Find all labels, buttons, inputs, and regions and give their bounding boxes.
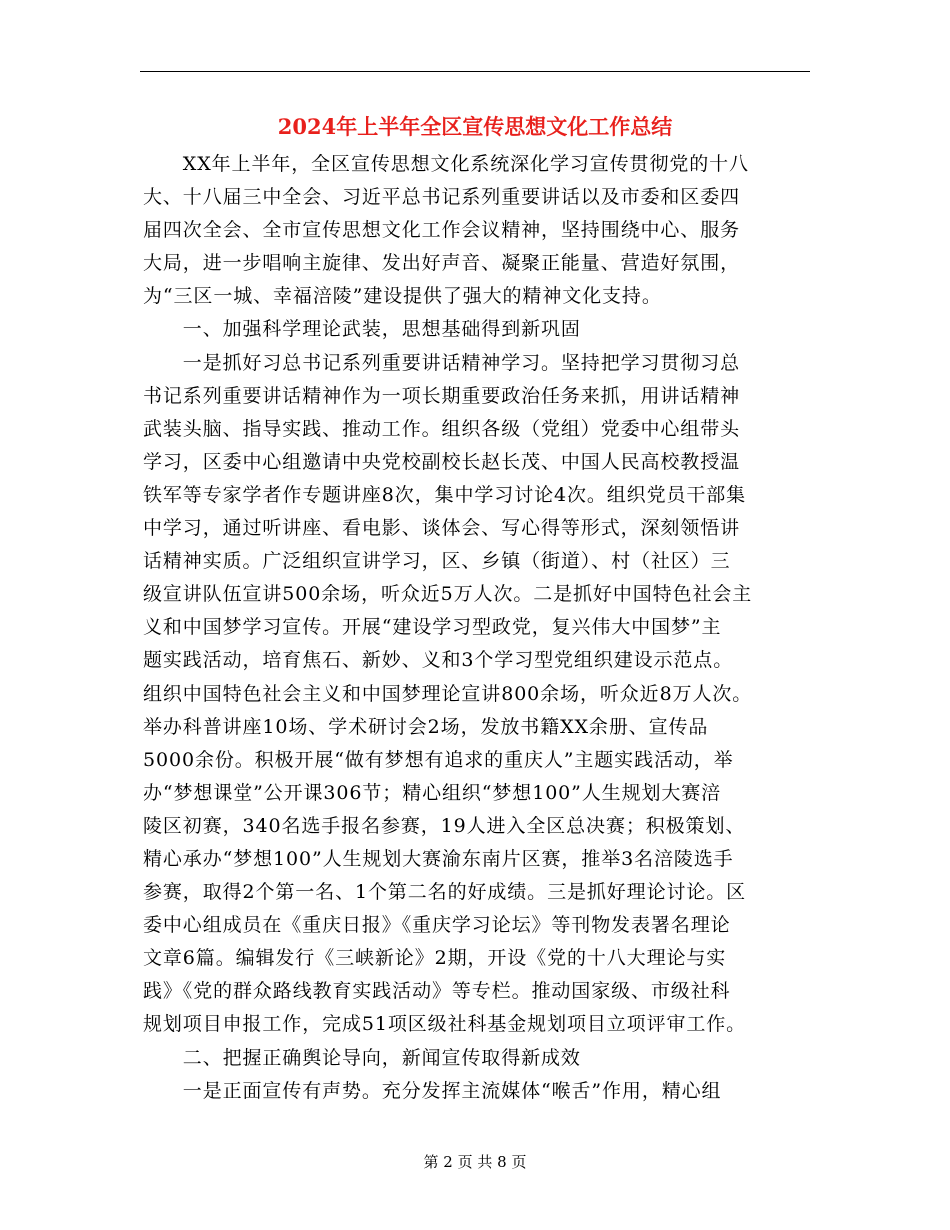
text-line: 5000余份。积极开展“做有梦想有追求的重庆人”主题实践活动，举 bbox=[143, 748, 734, 771]
text-line: 办“梦想课堂”公开课306节；精心组织“梦想100”人生规划大赛涪 bbox=[143, 781, 722, 804]
text-line: 举办科普讲座10场、学术研讨会2场，发放书籍XX余册、宣传品 bbox=[143, 715, 709, 738]
text-line: 一是抓好习总书记系列重要讲话精神学习。坚持把学习贯彻习总 bbox=[143, 351, 741, 374]
page-footer: 第 2 页 共 8 页 bbox=[423, 1153, 527, 1171]
text-line: 二、把握正确舆论导向，新闻宣传取得新成效 bbox=[143, 1046, 581, 1069]
text-line: 陵区初赛，340名选手报名参赛，19人进入全区总决赛；积极策划、 bbox=[143, 814, 746, 837]
text-line: 组织中国特色社会主义和中国梦理论宣讲800余场，听众近8万人次。 bbox=[143, 682, 753, 705]
text-line: 义和中国梦学习宣传。开展“建设学习型政党，复兴伟大中国梦”主 bbox=[143, 616, 722, 639]
text-line: XX年上半年，全区宣传思想文化系统深化学习宣传贯彻党的十八 bbox=[143, 153, 749, 175]
document-title: 2024年上半年全区宣传思想文化工作总结 bbox=[277, 114, 673, 139]
text-line: 为“三区一城、幸福涪陵”建设提供了强大的精神文化支持。 bbox=[143, 285, 662, 308]
text-line: 大局，进一步唱响主旋律、发出好声音、凝聚正能量、营造好氛围， bbox=[143, 252, 741, 275]
text-line: 践》《党的群众路线教育实践活动》等专栏。推动国家级、市级社科 bbox=[143, 980, 731, 1003]
document-body bbox=[143, 148, 813, 1108]
text-line: 书记系列重要讲话精神作为一项长期重要政治任务来抓，用讲话精神 bbox=[143, 384, 741, 407]
text-line: 委中心组成员在《重庆日报》《重庆学习论坛》等刊物发表署名理论 bbox=[143, 914, 731, 937]
text-line: 规划项目申报工作，完成51项区级社科基金规划项目立项评审工作。 bbox=[143, 1013, 747, 1036]
text-line: 一、加强科学理论武装，思想基础得到新巩固 bbox=[143, 318, 581, 341]
text-line: 武装头脑、指导实践、推动工作。组织各级（党组）党委中心组带头 bbox=[143, 417, 741, 440]
text-line: 文章6篇。编辑发行《三峡新论》2期，开设《党的十八大理论与实 bbox=[143, 947, 727, 970]
text-line: 一是正面宣传有声势。充分发挥主流媒体“喉舌”作用，精心组 bbox=[143, 1079, 722, 1102]
header-rule bbox=[140, 71, 810, 72]
text-line: 中学习，通过听讲座、看电影、谈体会、写心得等形式，深刻领悟讲 bbox=[143, 517, 741, 540]
text-line: 题实践活动，培育焦石、新妙、义和3个学习型党组织建设示范点。 bbox=[143, 649, 734, 672]
text-line: 级宣讲队伍宣讲500余场，听众近5万人次。二是抓好中国特色社会主 bbox=[143, 583, 753, 606]
text-line: 大、十八届三中全会、习近平总书记系列重要讲话以及市委和区委四 bbox=[143, 186, 741, 209]
text-line: 铁军等专家学者作专题讲座8次，集中学习讨论4次。组织党员干部集 bbox=[143, 483, 747, 506]
text-line: 精心承办“梦想100”人生规划大赛渝东南片区赛，推举3名涪陵选手 bbox=[143, 847, 734, 870]
text-line: 参赛，取得2个第一名、1个第二名的好成绩。三是抓好理论讨论。区 bbox=[143, 881, 747, 904]
text-line: 学习，区委中心组邀请中央党校副校长赵长茂、中国人民高校教授温 bbox=[143, 450, 741, 473]
text-line: 话精神实质。广泛组织宣讲学习，区、乡镇（街道）、村（社区）三 bbox=[143, 550, 731, 573]
text-line: 届四次全会、全市宣传思想文化工作会议精神，坚持围绕中心、服务 bbox=[143, 219, 741, 242]
